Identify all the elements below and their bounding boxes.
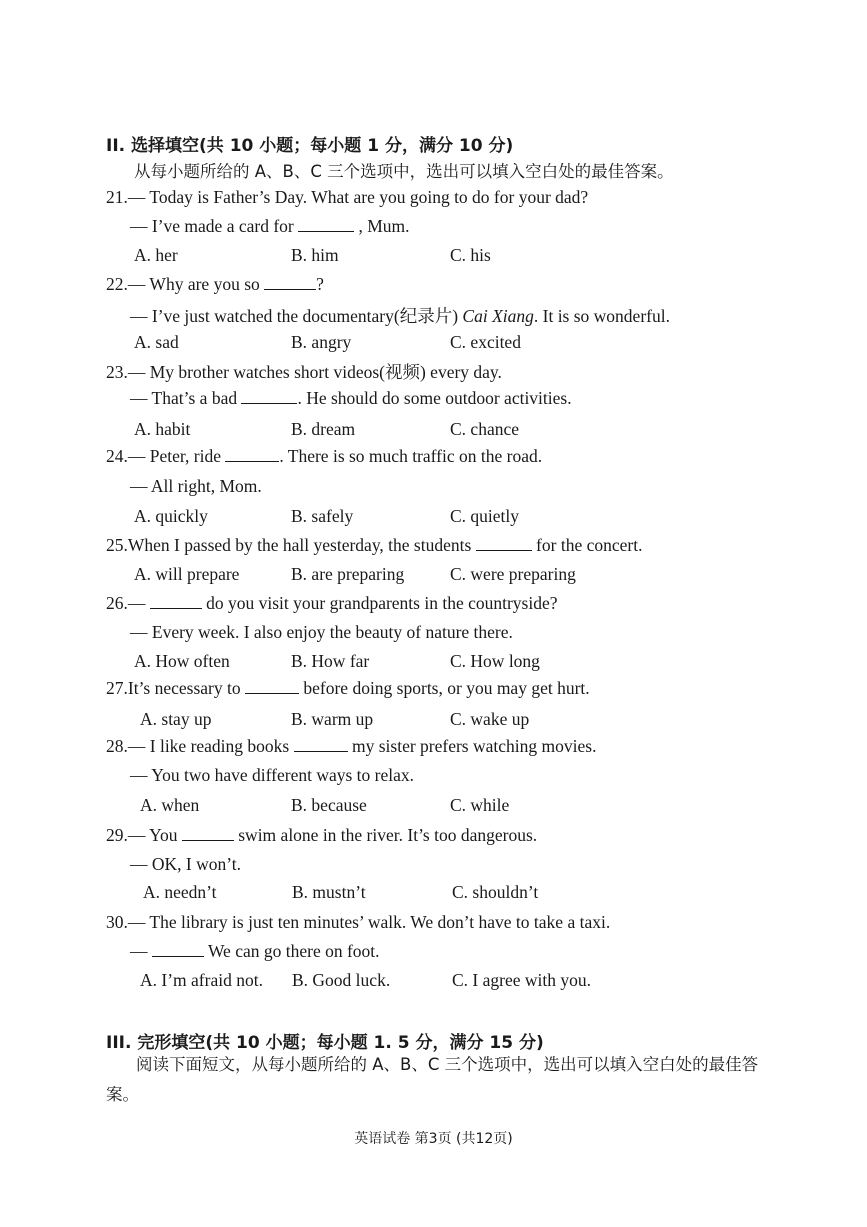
option-c: C. wake up [450,709,530,729]
question-23-line1: 23.— My brother watches short videos(视频) every day. [106,362,502,382]
option-a: A. will prepare [134,564,240,584]
question-29-line2: — OK, I won’t. [130,854,241,874]
question-30-line1: 30.— The library is just ten minutes’ walk. We don’t have to take a taxi. [106,912,611,932]
option-a: A. her [134,245,178,265]
answer-blank [298,217,354,232]
question-22-line2: — I’ve just watched the documentary(纪录片) Cai Xiang. It is so wonderful. [130,306,670,326]
question-29-line1: 29.— You swim alone in the river. It’s too dangerous. [106,825,538,845]
answer-blank [152,942,204,957]
option-b: B. are preparing [291,564,405,584]
option-b: B. angry [291,332,352,352]
option-a: A. when [140,795,200,815]
option-c: C. I agree with you. [452,970,591,990]
option-c: C. excited [450,332,521,352]
section-2-title: II. 选择填空(共 10 小题；每小题 1 分，满分 10 分) [106,136,514,156]
option-c: C. were preparing [450,564,576,584]
question-26-line2: — Every week. I also enjoy the beauty of nature there. [130,622,513,642]
question-22-line1: 22.— Why are you so ? [106,274,324,294]
option-b: B. safely [291,506,354,526]
question-30-line2: — We can go there on foot. [130,941,380,961]
option-b: B. mustn’t [292,882,366,902]
question-27-line1: 27.It’s necessary to before doing sports, or you may get hurt. [106,678,590,698]
question-21-line1: 21.— Today is Father’s Day. What are you going to do for your dad? [106,187,589,207]
answer-blank [241,389,297,404]
question-24-line1: 24.— Peter, ride . There is so much traffic on the road. [106,446,543,466]
answer-blank [476,536,532,551]
question-28-line1: 28.— I like reading books my sister prefers watching movies. [106,736,597,756]
option-a: A. needn’t [143,882,217,902]
option-c: C. while [450,795,510,815]
option-a: A. stay up [140,709,212,729]
option-a: A. sad [134,332,179,352]
answer-blank [225,447,279,462]
option-a: A. quickly [134,506,208,526]
answer-blank [150,594,202,609]
question-28-line2: — You two have different ways to relax. [130,765,414,785]
answer-blank [182,826,234,841]
question-25-line1: 25.When I passed by the hall yesterday, the students for the concert. [106,535,643,555]
option-b: B. How far [291,651,370,671]
option-b: B. him [291,245,339,265]
question-24-line2: — All right, Mom. [130,476,262,496]
page-footer: 英语试卷 第3页 (共12页) [354,1131,513,1147]
section-3-instruction: 阅读下面短文，从每小题所给的 A、B、C 三个选项中，选出可以填入空白处的最佳答案。 [106,1055,759,1104]
option-a: A. I’m afraid not. [140,970,263,990]
question-26-line1: 26.— do you visit your grandparents in the countryside? [106,593,558,613]
option-c: C. quietly [450,506,520,526]
answer-blank [294,737,348,752]
option-a: A. How often [134,651,230,671]
section-2-instruction: 从每小题所给的 A、B、C 三个选项中，选出可以填入空白处的最佳答案。 [134,162,674,181]
option-b: B. Good luck. [292,970,391,990]
section-3-title: III. 完形填空(共 10 小题；每小题 1. 5 分，满分 15 分) [106,1033,544,1053]
answer-blank [264,275,316,290]
option-b: B. because [291,795,367,815]
option-a: A. habit [134,419,191,439]
option-b: B. warm up [291,709,374,729]
question-23-line2: — That’s a bad . He should do some outdoor activities. [130,388,572,408]
option-c: C. his [450,245,491,265]
answer-blank [245,679,299,694]
option-b: B. dream [291,419,356,439]
option-c: C. chance [450,419,519,439]
option-c: C. How long [450,651,540,671]
option-c: C. shouldn’t [452,882,539,902]
question-21-line2: — I’ve made a card for , Mum. [130,216,410,236]
